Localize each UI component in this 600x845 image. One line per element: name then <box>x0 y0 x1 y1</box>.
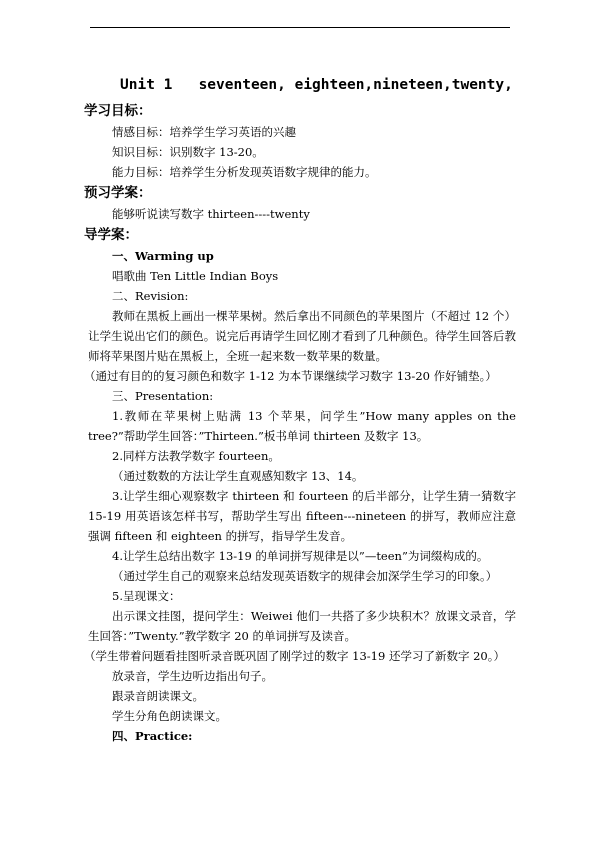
presentation-step-5-paragraph: 出示课文挂图，提问学生：Weiwei 他们一共搭了多少块积木？放课文录音，学生回答：”Twenty.”教学数字 20 的单词拼写及读音。 <box>88 609 516 643</box>
presentation-step-5-note: （学生带着问题看挂图听录音既巩固了刚学过的数字 13-19 还学习了新数字 20。） <box>84 649 505 663</box>
header-rule <box>90 27 510 28</box>
page-title: Unit 1 seventeen, eighteen,nineteen,twenty, <box>120 77 513 93</box>
objective-emotion: 情感目标：培养学生学习英语的兴趣 <box>112 125 296 139</box>
role-read-instruction: 学生分角色朗读课文。 <box>112 709 227 723</box>
presentation-heading: 三、Presentation: <box>112 389 214 403</box>
objective-ability: 能力目标：培养学生分析发现英语数字规律的能力。 <box>112 165 377 179</box>
listen-instruction: 放录音，学生边听边指出句子。 <box>112 669 273 683</box>
section-heading-preview: 预习学案： <box>84 185 152 201</box>
objective-knowledge: 知识目标：识别数字 13-20。 <box>112 145 264 159</box>
presentation-step-3: 3.让学生细心观察数字 thirteen 和 fourteen 的后半部分，让学生猜一猜数字 15-19 用英语该怎样书写，帮助学生写出 fifteen---nineteen 的拼写，教师应注意强调 fifteen 和 eighteen 的拼写，指导学生发音。 <box>88 489 516 543</box>
warmup-heading: 一、Warming up <box>112 249 214 263</box>
revision-heading: 二、Revision: <box>112 289 189 303</box>
practice-heading: 四、Practice: <box>112 729 193 743</box>
revision-note: （通过有目的的复习颜色和数字 1-12 为本节课继续学习数字 13-20 作好铺垫。） <box>84 369 497 383</box>
document-page <box>84 70 516 746</box>
presentation-step-5: 5.呈现课文： <box>112 589 181 603</box>
warmup-song: 唱歌曲 Ten Little Indian Boys <box>112 269 279 283</box>
preview-item: 能够听说读写数字 thirteen----twenty <box>112 207 310 221</box>
section-heading-guide: 导学案： <box>84 227 138 243</box>
read-after-instruction: 跟录音朗读课文。 <box>112 689 204 703</box>
presentation-step-2: 2.同样方法教学数字 fourteen。 <box>112 449 280 463</box>
revision-paragraph: 教师在黑板上画出一棵苹果树。然后拿出不同颜色的苹果图片（不超过 12 个）让学生说出它们的颜色。说完后再请学生回忆刚才看到了几种颜色。待学生回答后教师将苹果图片贴在黑板上，全班一起来数一数苹果的数量。 <box>88 309 516 363</box>
presentation-step-4-note: （通过学生自己的观察来总结发现英语数字的规律会加深学生学习的印象。） <box>112 569 498 583</box>
presentation-step-1: 1.教师在苹果树上贴满 13 个苹果，问学生”How many apples on the tree?”帮助学生回答：”Thirteen.”板书单词 thirteen 及数字 13。 <box>88 409 516 443</box>
presentation-step-2-note: （通过数数的方法让学生直观感知数字 13、14。 <box>112 469 364 483</box>
section-heading-objectives: 学习目标： <box>84 103 152 119</box>
presentation-step-4: 4.让学生总结出数字 13-19 的单词拼写规律是以”—teen”为词缀构成的。 <box>112 549 489 563</box>
